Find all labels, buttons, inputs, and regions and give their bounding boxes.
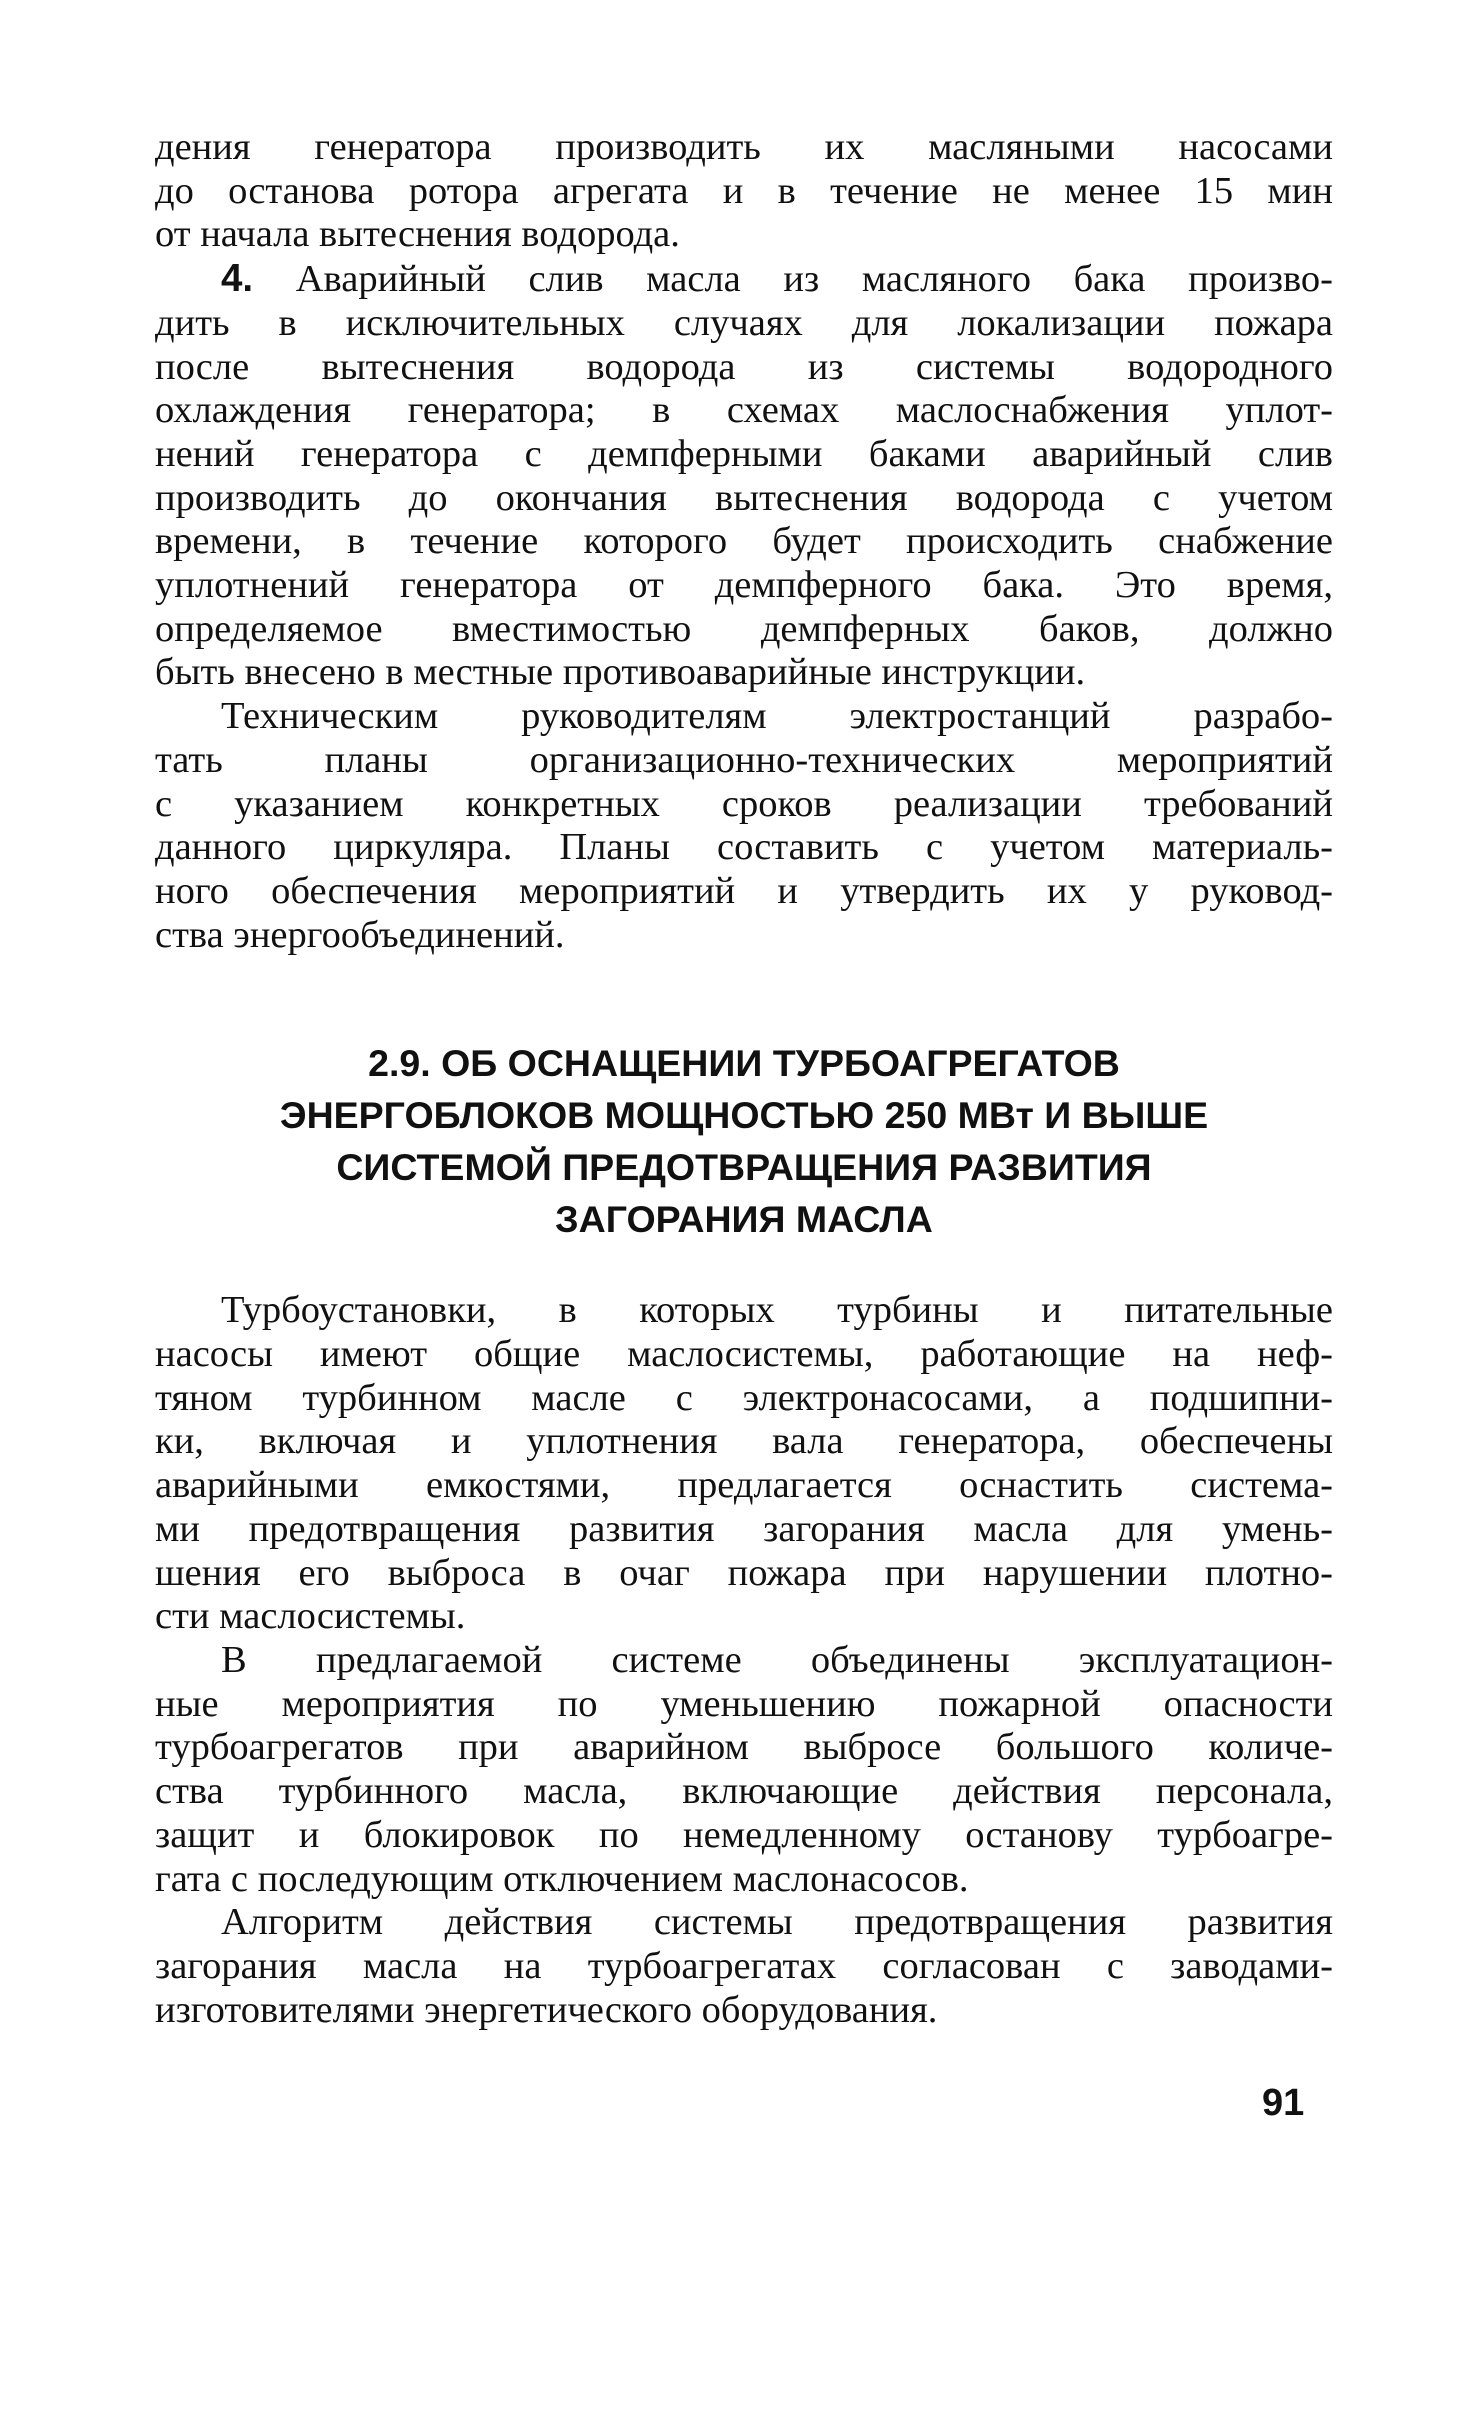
paragraph-managers [155,695,1333,957]
text-line: ки, включая и уплотнения вала генератора, обеспечены [155,1420,1333,1463]
text-line: Техническим руководителям электростанций разрабо- [221,695,1333,738]
heading-line: ЗАГОРАНИЯ МАСЛА [555,1198,933,1241]
text-line: до останова ротора агрегата и в течение не менее 15 мин [155,169,1333,212]
text-line: охлаждения генератора; в схемах маслоснабжения уплот- [155,389,1333,432]
text-line: защит и блокировок по немедленному останову турбоагре- [155,1813,1333,1856]
paragraph-system [155,1639,1333,1901]
text-line: Турбоустановки, в которых турбины и питательные [221,1289,1333,1332]
text-line: сти маслосистемы. [155,1595,466,1638]
text-line: производить до окончания вытеснения водорода с учетом [155,476,1333,519]
text-line: ства энергообъединений. [155,913,565,956]
text-line: турбоагрегатов при аварийном выбросе большого количе- [155,1726,1333,1769]
text-line: от начала вытеснения водорода. [155,213,680,256]
text-line: нений генератора с демпферными баками аварийный слив [155,432,1333,475]
text-line: с указанием конкретных сроков реализации требований [155,782,1333,825]
text-line: быть внесено в местные противоаварийные инструкции. [155,651,1086,694]
text-line: насосы имеют общие маслосистемы, работающие на неф- [155,1333,1333,1376]
text-line: тяном турбинном масле с электронасосами, а подшипни- [155,1376,1333,1419]
text-line-first [155,257,1333,302]
section-heading [155,1037,1333,1245]
text-line: шения его выброса в очаг пожара при нарушении плотно- [155,1551,1333,1594]
text-line: дения генератора производить их масляными насосами [155,126,1333,168]
item-number: 4. [221,257,254,301]
text-line: тать планы организационно-технических мероприятий [155,738,1333,781]
text-line: ного обеспечения мероприятий и утвердить их у руковод- [155,869,1333,912]
text-line: ные мероприятия по уменьшению пожарной опасности [155,1682,1333,1725]
text-line: изготовителями энергетического оборудования. [155,1988,938,2031]
heading-line: 2.9. ОБ ОСНАЩЕНИИ ТУРБОАГРЕГАТОВ [368,1042,1120,1085]
text-line: ства турбинного масла, включающие действия персонала, [155,1770,1333,1813]
text-line: дить в исключительных случаях для локализации пожара [155,301,1333,344]
page-number: 91 [1262,2082,1305,2124]
text-line: уплотнений генератора от демпферного бака. Это время, [155,564,1333,607]
text-line: данного циркуляра. Планы составить с учетом материаль- [155,826,1333,869]
paragraph-algorithm [155,1901,1333,2032]
page-body [155,126,1333,2032]
text-line: Аварийный слив масла из масляного бака произво- [295,258,1333,301]
text-line: Алгоритм действия системы предотвращения развития [221,1901,1333,1944]
paragraph-turbines [155,1289,1333,1639]
heading-line: ЭНЕРГОБЛОКОВ МОЩНОСТЬЮ 250 МВт И ВЫШЕ [279,1094,1209,1137]
text-line: гата с последующим отключением маслонасосов. [155,1857,969,1900]
paragraph-continuation [155,126,1333,257]
text-line: после вытеснения водорода из системы водородного [155,345,1333,388]
text-line: ми предотвращения развития загорания масла для умень- [155,1507,1333,1550]
text-line: определяемое вместимостью демпферных баков, должно [155,607,1333,650]
text-line: времени, в течение которого будет происходить снабжение [155,520,1333,563]
text-line: загорания масла на турбоагрегатах согласован с заводами- [155,1944,1333,1987]
paragraph-item-4 [155,257,1333,695]
text-line: аварийными емкостями, предлагается оснастить система- [155,1464,1333,1507]
heading-line: СИСТЕМОЙ ПРЕДОТВРАЩЕНИЯ РАЗВИТИЯ [336,1146,1152,1189]
text-line: В предлагаемой системе объединены эксплуатацион- [221,1638,1333,1681]
